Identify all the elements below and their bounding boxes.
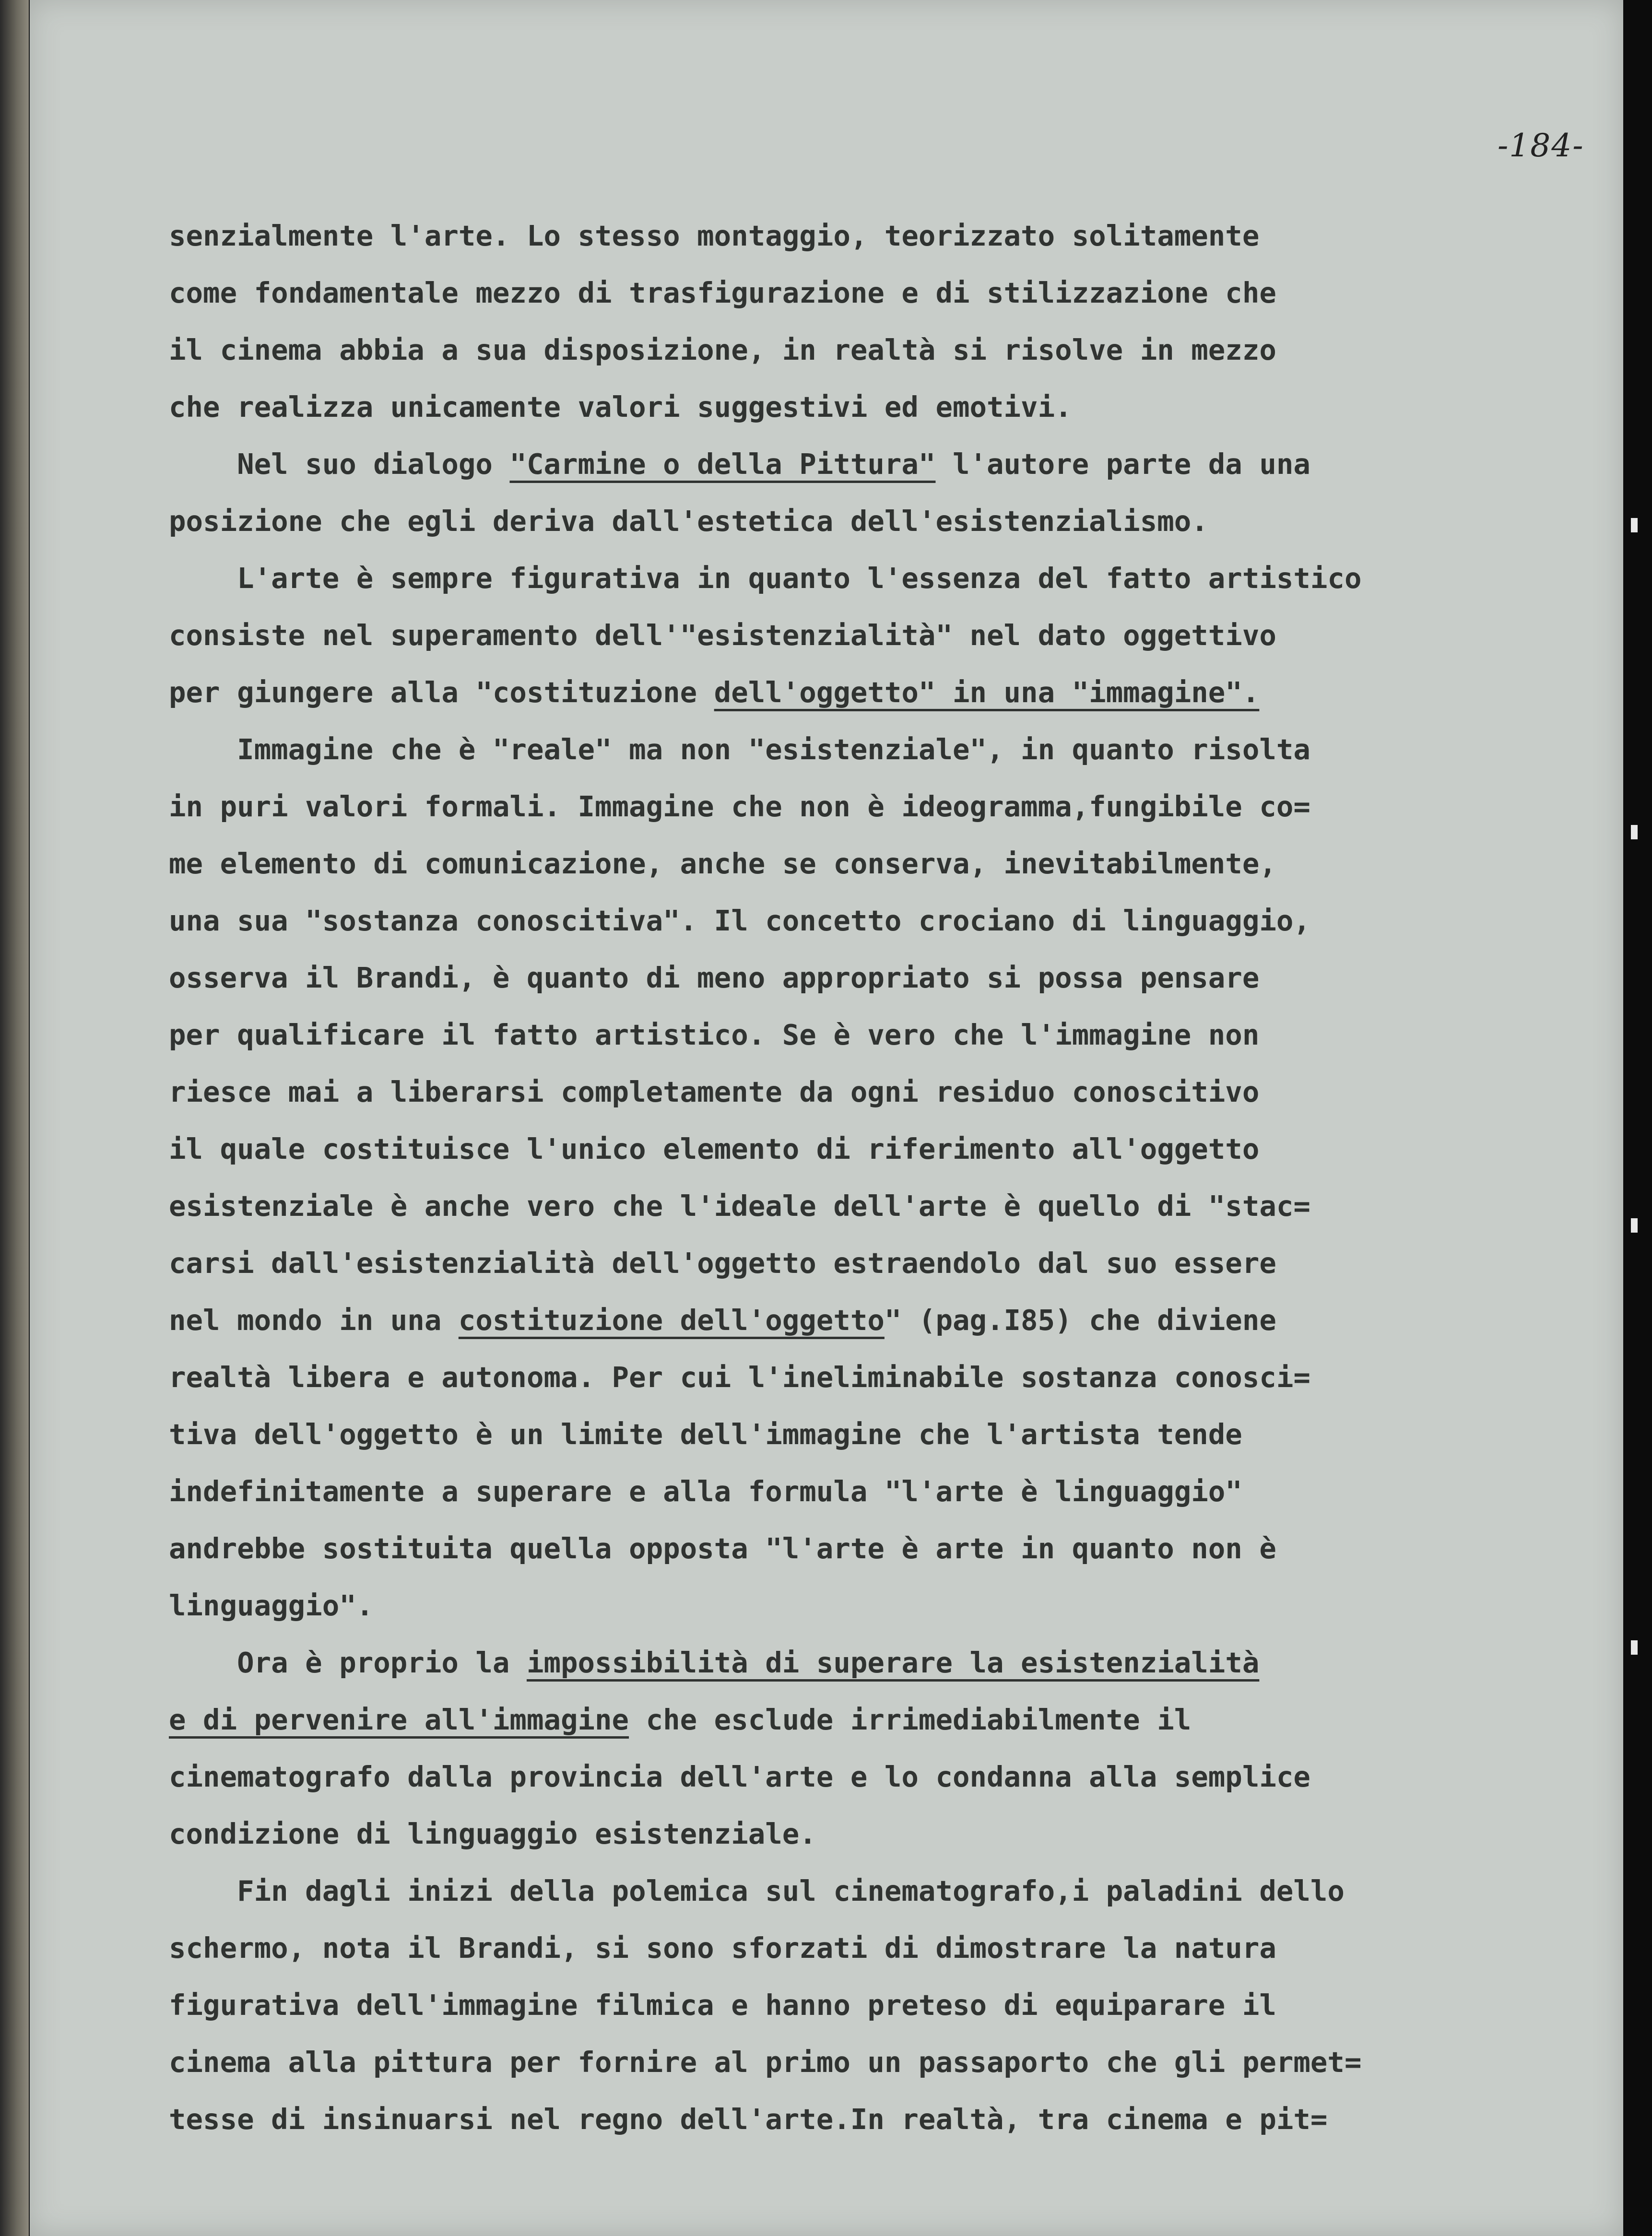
text-run: cinema alla pittura per fornire al primo un passaporto che gli permet= [169, 2046, 1362, 2079]
text-run: tesse di insinuarsi nel regno dell'arte.In realtà, tra cinema e pit= [169, 2103, 1328, 2136]
text-run: osserva il Brandi, è quanto di meno appropriato si possa pensare [169, 961, 1260, 994]
edge-mark [1631, 1218, 1638, 1233]
text-run: tiva dell'oggetto è un limite dell'immagine che l'artista tende [169, 1418, 1242, 1451]
text-line [169, 1177, 1531, 1235]
text-line [169, 835, 1531, 892]
binding-spine [0, 0, 29, 2236]
text-run: Ora è proprio la [169, 1646, 527, 1679]
text-run: l'autore parte da una [935, 447, 1310, 481]
text-run: nel mondo in una [169, 1304, 459, 1337]
text-run: che realizza unicamente valori suggestivi ed emotivi. [169, 390, 1072, 424]
text-run: Nel suo dialogo [169, 447, 510, 481]
text-line [169, 1006, 1531, 1063]
text-line [169, 1349, 1531, 1406]
text-line [169, 1520, 1531, 1577]
text-run: schermo, nota il Brandi, si sono sforzati di dimostrare la natura [169, 1931, 1276, 1965]
text-line [169, 321, 1531, 378]
text-line [169, 378, 1531, 435]
text-run: per qualificare il fatto artistico. Se è vero che l'immagine non [169, 1018, 1260, 1051]
text-run: me elemento di comunicazione, anche se conserva, inevitabilmente, [169, 847, 1276, 880]
text-line [169, 207, 1531, 264]
text-line [169, 1691, 1531, 1748]
text-line [169, 1919, 1531, 1977]
text-line [169, 1463, 1531, 1520]
text-line [169, 435, 1531, 493]
text-run: consiste nel superamento dell'"esistenzialità" nel dato oggettivo [169, 619, 1276, 652]
text-line [169, 1634, 1531, 1691]
text-run: condizione di linguaggio esistenziale. [169, 1817, 816, 1850]
text-line [169, 1292, 1531, 1349]
text-run: esistenziale è anche vero che l'ideale dell'arte è quello di "stac= [169, 1189, 1310, 1223]
text-line [169, 1862, 1531, 1919]
edge-mark [1631, 825, 1638, 839]
underlined-text: e di pervenire all'immagine [169, 1703, 629, 1736]
underlined-text: impossibilità di superare la esistenzialità [526, 1646, 1260, 1679]
text-line [169, 1977, 1531, 2034]
text-line [169, 1748, 1531, 1805]
text-run: realtà libera e autonoma. Per cui l'ineliminabile sostanza conosci= [169, 1361, 1310, 1394]
text-line [169, 892, 1531, 949]
text-run: linguaggio". [169, 1589, 374, 1622]
text-run: carsi dall'esistenzialità dell'oggetto estraendolo dal suo essere [169, 1247, 1276, 1280]
text-run: posizione che egli deriva dall'estetica dell'esistenzialismo. [169, 505, 1208, 538]
underlined-text: dell'oggetto" in una "immagine". [714, 676, 1260, 709]
text-run: il quale costituisce l'unico elemento di riferimento all'oggetto [169, 1132, 1260, 1165]
text-run: come fondamentale mezzo di trasfigurazione e di stilizzazione che [169, 276, 1276, 309]
text-line [169, 1805, 1531, 1862]
underlined-text: "Carmine o della Pittura" [509, 447, 936, 481]
text-run: Fin dagli inizi della polemica sul cinematografo,i paladini dello [169, 1874, 1345, 1907]
text-run: " (pag.I85) che diviene [884, 1304, 1276, 1337]
typewritten-page [30, 0, 1623, 2236]
text-run: senzialmente l'arte. Lo stesso montaggio, teorizzato solitamente [169, 219, 1260, 252]
text-run: in puri valori formali. Immagine che non è ideogramma,fungibile co= [169, 790, 1310, 823]
text-line [169, 1120, 1531, 1177]
text-line [169, 1063, 1531, 1120]
text-run: L'arte è sempre figurativa in quanto l'essenza del fatto artistico [169, 562, 1362, 595]
text-line [169, 721, 1531, 778]
text-run: una sua "sostanza conoscitiva". Il concetto crociano di linguaggio, [169, 904, 1310, 937]
text-line [169, 2091, 1531, 2148]
text-run: andrebbe sostituita quella opposta "l'arte è arte in quanto non è [169, 1532, 1276, 1565]
text-line [169, 2034, 1531, 2091]
text-run: che esclude irrimediabilmente il [629, 1703, 1192, 1736]
body-text [169, 207, 1531, 2148]
text-run: per giungere alla "costituzione [169, 676, 714, 709]
text-line [169, 607, 1531, 664]
text-run: figurativa dell'immagine filmica e hanno preteso di equiparare il [169, 1989, 1276, 2022]
text-line [169, 550, 1531, 607]
text-line [169, 264, 1531, 321]
text-line [169, 778, 1531, 835]
text-run: indefinitamente a superare e alla formula "l'arte è linguaggio" [169, 1475, 1242, 1508]
page-number: -184- [1498, 127, 1584, 164]
text-line [169, 493, 1531, 550]
text-run: riesce mai a liberarsi completamente da ogni residuo conoscitivo [169, 1075, 1260, 1108]
text-line [169, 664, 1531, 721]
text-run: il cinema abbia a sua disposizione, in realtà si risolve in mezzo [169, 333, 1276, 366]
text-run: Immagine che è "reale" ma non "esistenziale", in quanto risolta [169, 733, 1310, 766]
edge-mark [1631, 1640, 1638, 1655]
scanner-edge [1623, 0, 1652, 2236]
text-line [169, 1577, 1531, 1634]
text-line [169, 1235, 1531, 1292]
text-run: cinematografo dalla provincia dell'arte e lo condanna alla semplice [169, 1760, 1310, 1793]
edge-mark [1631, 518, 1638, 532]
underlined-text: costituzione dell'oggetto [458, 1304, 885, 1337]
text-line [169, 949, 1531, 1006]
text-line [169, 1406, 1531, 1463]
